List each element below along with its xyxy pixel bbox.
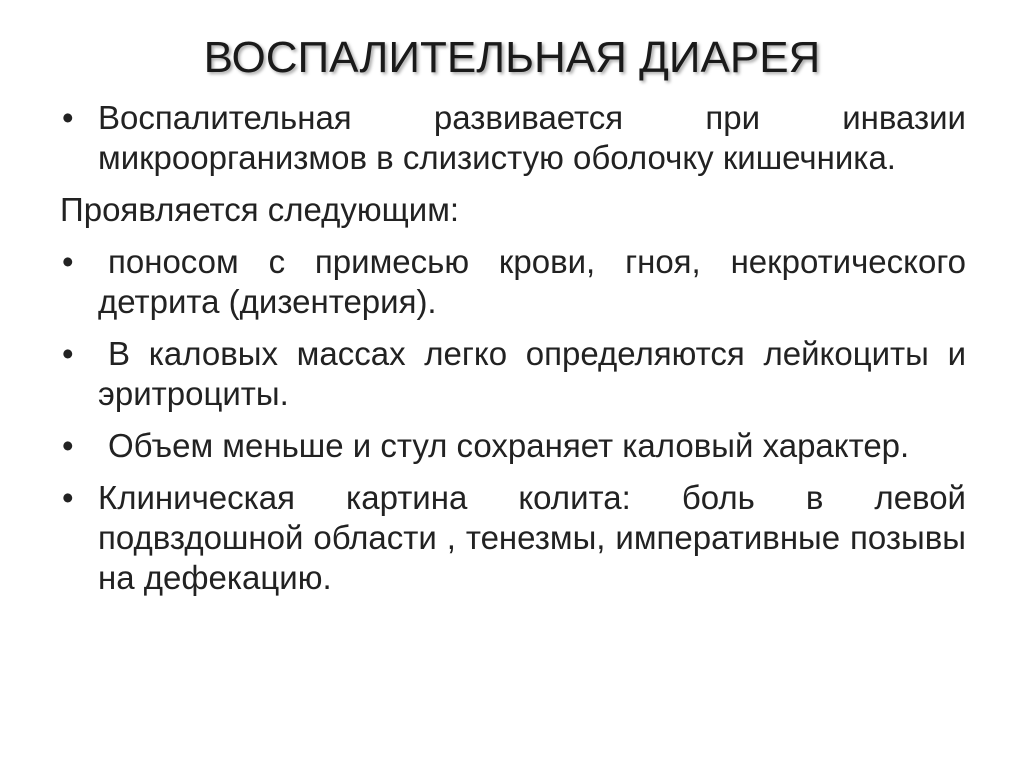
bullet-text: Объем меньше и стул сохраняет каловый характер. [108,427,910,464]
bullet-item-diarrhea [60,242,966,322]
bullet-item-stool-cells [60,334,966,414]
section-intro [60,190,966,230]
bullet-item-invasion [60,98,966,178]
bullet-icon: • [62,479,74,516]
bullet-text: Клиническая картина колита: боль в левой подвздошной области , тенезмы, императивные позывы на дефекацию. [98,479,966,596]
slide-title: ВОСПАЛИТЕЛЬНАЯ ДИАРЕЯ [203,33,821,82]
bullet-text: Воспалительная развивается при инвазии микроорганизмов в слизистую оболочку кишечника. [98,99,966,176]
slide-content [60,98,966,610]
section-intro-text: Проявляется следующим: [60,191,460,228]
bullet-icon: • [62,427,74,464]
bullet-icon: • [62,335,74,372]
bullet-icon: • [62,243,74,280]
bullet-text: поносом с примесью крови, гноя, некротического детрита (дизентерия). [98,243,966,320]
bullet-item-volume [60,426,966,466]
bullet-text: В каловых массах легко определяются лейкоциты и эритроциты. [98,335,966,412]
bullet-icon: • [62,99,74,136]
bullet-item-colitis [60,478,966,598]
